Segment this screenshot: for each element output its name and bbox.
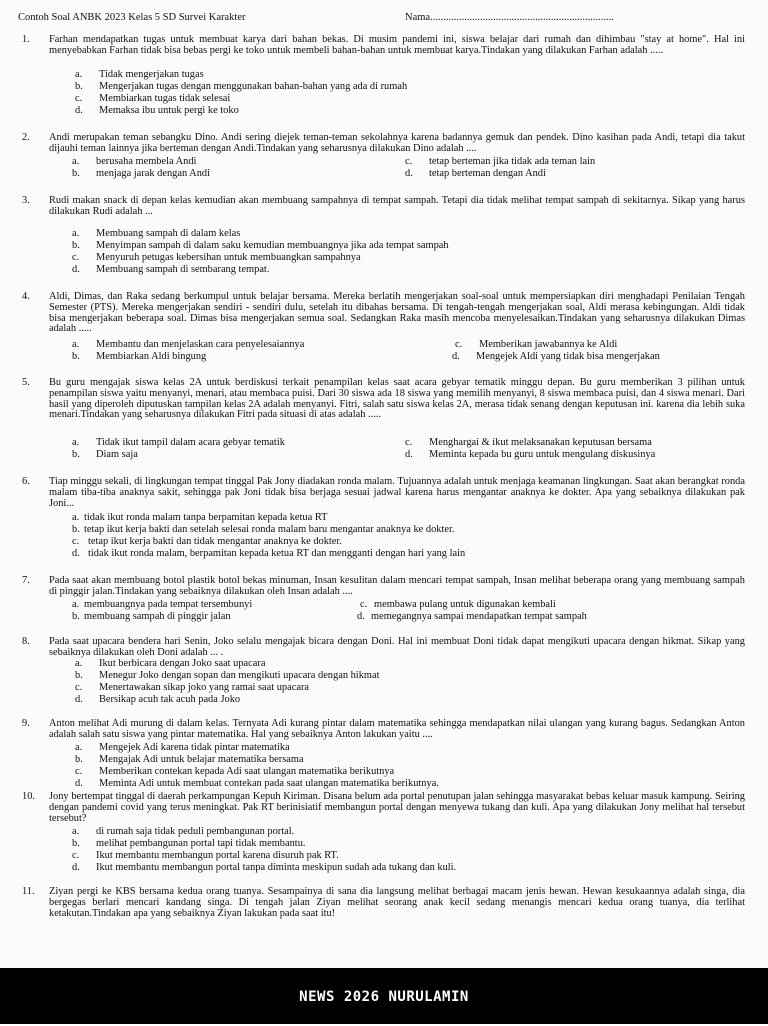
option: c. Memberikan jawabannya ke Aldi [455, 339, 618, 350]
option: a. Tidak mengerjakan tugas [75, 69, 204, 80]
option: c. Membiarkan tugas tidak selesai [75, 93, 231, 104]
option: c. Menyuruh petugas kebersihan untuk membuangkan sampahnya [72, 252, 361, 263]
question-number: 8. [22, 636, 30, 647]
option: a. Ikut berbicara dengan Joko saat upacara [75, 658, 266, 669]
option: a. tidak ikut ronda malam tanpa berpamitan kepada ketua RT [72, 512, 328, 523]
option: d. Mengejek Aldi yang tidak bisa mengerjakan [452, 351, 660, 362]
option: d. tetap berteman dengan Andi [405, 168, 546, 179]
name-field: Nama...................................................................... [405, 12, 614, 23]
option: d. Meminta Adi untuk membuat contekan pada saat ulangan matematika berikutnya. [75, 778, 439, 789]
option: c. membawa pulang untuk digunakan kembali [360, 599, 556, 610]
question-number: 7. [22, 575, 30, 586]
option: b. Membiarkan Aldi bingung [72, 351, 207, 362]
watermark-text: NEWS 2026 NURULAMIN [299, 989, 469, 1005]
option: c. Menertawakan sikap joko yang ramai saat upacara [75, 682, 310, 693]
option: a. Membantu dan menjelaskan cara penyelesaiannya [72, 339, 305, 350]
worksheet-title: Contoh Soal ANBK 2023 Kelas 5 SD Survei Karakter [18, 12, 246, 23]
option: b. Menegur Joko dengan sopan dan mengikuti upacara dengan hikmat [75, 670, 380, 681]
question-number: 5. [22, 377, 30, 388]
option: b. Mengerjakan tugas dengan menggunakan bahan-bahan yang ada di rumah [75, 81, 408, 92]
question-number: 6. [22, 476, 30, 487]
option: c. Ikut membantu membangun portal karena disuruh pak RT. [72, 850, 339, 861]
option: b. tetap ikut kerja bakti dan setelah selesai ronda malam baru mengantar anaknya ke dokter. [72, 524, 455, 535]
question-text: Bu guru mengajak siswa kelas 2A untuk berdiskusi terkait penampilan kelas saat acara gebyar tematik minggu depan. Bu guru memberikan 3 pilihan untuk penampilan siswa yaitu menyanyi, menari, atau membaca puisi. Dari 30 siswa ada 18 siswa yang memilih menyanyi, 8 siswa membaca puisi, dan 4 siswa menari. Dari hasil yang diperoleh diputuskan tampilan kelas 2A adalah menyanyi. Fitri, salah satu siswa kelas 2A, merasa tidak senang dengan keputusan ini. karena dia lebih suka menari.Tindakan yang seharusnya dilakukan Fitri pada situasi di atas adalah ..... [49, 377, 745, 421]
question-text: Pada saat akan membuang botol plastik botol bekas minuman, Insan kesulitan dalam mencari tempat sampah, Insan melihat beberapa orang yang membuang sampah di pinggir jalan.Tindakan yang sebaiknya dilakukan oleh Insan adalah .... [49, 575, 745, 597]
option: c. Menghargai & ikut melaksanakan keputusan bersama [405, 437, 652, 448]
option: d. Meminta kepada bu guru untuk mengulang diskusinya [405, 449, 656, 460]
question-text: Aldi, Dimas, dan Raka sedang berkumpul untuk belajar bersama. Mereka berlatih mengerjakan soal-soal untuk mempersiapkan diri menghadapi Penilaian Tengah Semester (PTS). Mereka mengerjakan sendiri - sendiri dulu, setelah itu dibahas bersama. Di tengah-tengah mengerjakan soal, Aldi merasa kebingungan. Aldi tidak bisa mengerjakan beberapa soal. Dimas bisa mengerjakan semua soal. Sedangkan Raka masih mencoba menyelesaikan.Tindakan yang seharusnya dilakukan Dimas adalah ..... [49, 291, 745, 335]
option: c. tetap berteman jika tidak ada teman lain [405, 156, 596, 167]
question-number: 4. [22, 291, 30, 302]
question-number: 3. [22, 195, 30, 206]
question-text: Pada saat upacara bendera hari Senin, Joko selalu mengajak bicara dengan Doni. Hal ini membuat Doni tidak dapat mengikuti upacara dengan hikmat. Sikap yang sebaiknya dilakukan oleh Doni adalah ... . [49, 636, 745, 658]
question-number: 9. [22, 718, 30, 729]
question-text: Ziyan pergi ke KBS bersama kedua orang tuanya. Sesampainya di sana dia langsung melihat berbagai macam jenis hewan. Hewan kesukaannya adalah singa, dia bergegas berlari mencari kandang singa. Di tengah jalan Ziyan melihat seorang anak kecil sedang menangis mencari kedua orang tuanya, dia terlihat ketakutan.Tindakan apa yang sebaiknya Ziyan lakukan pada saat itu! [49, 886, 745, 919]
option: b. menjaga jarak dengan Andi [72, 168, 210, 179]
option: b. Menyimpan sampah di dalam saku kemudian membuangnya jika ada tempat sampah [72, 240, 449, 251]
option: a. membuangnya pada tempat tersembunyi [72, 599, 253, 610]
question-number: 2. [22, 132, 30, 143]
option: a. di rumah saja tidak peduli pembangunan portal. [72, 826, 295, 837]
option: b. Diam saja [72, 449, 138, 460]
watermark-banner [0, 968, 768, 1024]
question-number: 11. [22, 886, 35, 897]
option: d. Bersikap acuh tak acuh pada Joko [75, 694, 241, 705]
option: d. Memaksa ibu untuk pergi ke toko [75, 105, 239, 116]
option: d. memegangnya sampai mendapatkan tempat sampah [357, 611, 587, 622]
option: d. Membuang sampah di sembarang tempat. [72, 264, 270, 275]
option: a. Tidak ikut tampil dalam acara gebyar tematik [72, 437, 285, 448]
question-number: 10. [22, 791, 35, 802]
question-text: Rudi makan snack di depan kelas kemudian akan membuang sampahnya di tempat sampah. Tetapi dia tidak melihat tempat sampah di sekitarnya. Sikap yang harus dilakukan Rudi adalah ... [49, 195, 745, 217]
question-number: 1. [22, 34, 30, 45]
option: c. tetap ikut kerja bakti dan tidak mengantar anaknya ke dokter. [72, 536, 342, 547]
question-text: Jony bertempat tinggal di daerah perkampungan Kepuh Kiriman. Disana belum ada portal penutupan jalan sehingga masyarakat bebas keluar masuk kampung. Seiring dengan pandemi covid yang terus meningkat. Pak RT berinisiatif membangun portal dengan menyewa tukang dan kuli. Apa yang dilakukan Jony melihat hal tersebut tersebut? [49, 791, 745, 824]
option: d. tidak ikut ronda malam, berpamitan kepada ketua RT dan mengganti dengan hari yang lain [72, 548, 466, 559]
question-text: Anton melihat Adi murung di dalam kelas. Ternyata Adi kurang pintar dalam matematika sehingga mendapatkan nilai ulangan yang kurang bagus. Sedangkan Anton adalah salah satu siswa yang pintar matematika. Hal yang sebaiknya Anton lakukan yaitu .... [49, 718, 745, 740]
option: a. Membuang sampah di dalam kelas [72, 228, 241, 239]
question-text: Farhan mendapatkan tugas untuk membuat karya dari bahan bekas. Di musim pandemi ini, siswa belajar dari rumah dan dihimbau "stay at home". Hal ini menyebabkan Farhan tidak bisa bebas pergi ke toko untuk membeli bahan-bahan untuk membuat karya.Tindakan yang dilakukan Farhan adalah ..... [49, 34, 745, 56]
option: d. Ikut membantu membangun portal tanpa diminta meskipun sudah ada tukang dan kuli. [72, 862, 457, 873]
option: a. berusaha membela Andi [72, 156, 197, 167]
question-text: Andi merupakan teman sebangku Dino. Andi sering diejek teman-teman sekolahnya karena badannya gemuk dan pendek. Dino kasihan pada Andi, tetapi dia takut dijauhi teman lainnya jika berteman dengan Andi.Tindakan yang seharusnya dilakukan Dino adalah .... [49, 132, 745, 154]
option: b. membuang sampah di pinggir jalan [72, 611, 231, 622]
option: c. Memberikan contekan kepada Adi saat ulangan matematika berikutnya [75, 766, 395, 777]
option: a. Mengejek Adi karena tidak pintar matematika [75, 742, 290, 753]
option: b. melihat pembangunan portal tapi tidak membantu. [72, 838, 306, 849]
option: b. Mengajak Adi untuk belajar matematika bersama [75, 754, 304, 765]
question-text: Tiap minggu sekali, di lingkungan tempat tinggal Pak Jony diadakan ronda malam. Tujuannya adalah untuk menjaga keamanan lingkungan. Saat akan berangkat ronda malam tiba-tiba anaknya sakit, sehingga pak Joni tidak bisa berjaga sesuai jadwal karena harus mengantar anaknya ke dokter. Apa yang sebaiknya dilakukan pak Joni... [49, 476, 745, 509]
